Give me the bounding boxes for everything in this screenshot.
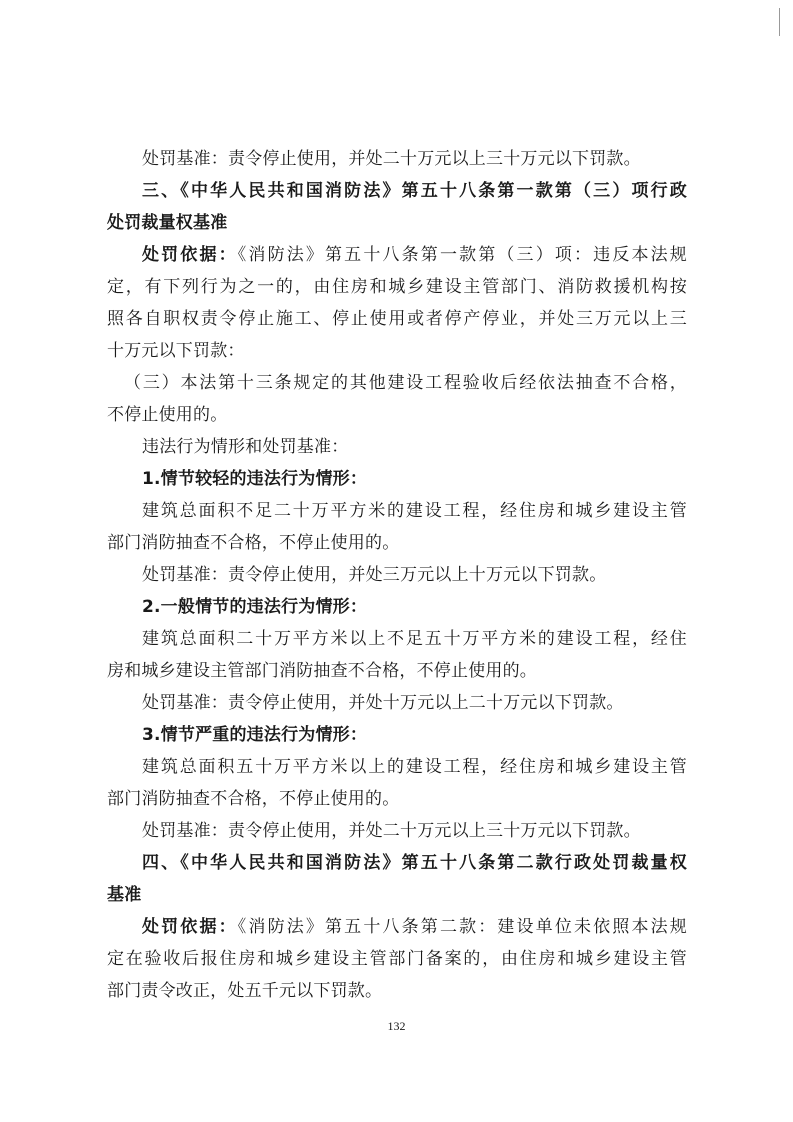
situation-1-line2: 部门消防抽查不合格，不停止使用的。 — [107, 533, 400, 553]
section-4-basis-line3: 部门责令改正，处五千元以下罚款。 — [107, 981, 383, 1001]
paragraph-penalty-prev: 处罚基准：责令停止使用，并处二十万元以上三十万元以下罚款。 — [142, 149, 641, 169]
section-4-heading-line2: 基准 — [107, 885, 142, 905]
basis-label: 处罚依据： — [142, 917, 238, 937]
situation-3-line1: 建筑总面积五十万平方米以上的建设工程，经住房和城乡建设主管 — [142, 757, 687, 777]
section-3-basis-line1 — [107, 239, 687, 271]
situation-2-penalty: 处罚基准：责令停止使用，并处十万元以上二十万元以下罚款。 — [142, 693, 624, 713]
item-3-line2: 不停止使用的。 — [107, 405, 228, 425]
situation-3-penalty: 处罚基准：责令停止使用，并处二十万元以上三十万元以下罚款。 — [142, 821, 641, 841]
situations-title: 违法行为情形和处罚基准： — [142, 437, 349, 457]
section-4-basis-line1 — [107, 911, 687, 943]
basis-text: 《消防法》第五十八条第一款第（三）项：违反本法规 — [237, 245, 687, 265]
situation-1-title: 1.情节较轻的违法行为情形： — [142, 469, 368, 489]
scan-edge-mark — [779, 8, 780, 36]
situation-1-line1: 建筑总面积不足二十万平方米的建设工程，经住房和城乡建设主管 — [142, 501, 687, 521]
item-3-line1: （三）本法第十三条规定的其他建设工程验收后经依法抽查不合格， — [124, 373, 687, 393]
situation-3-title: 3.情节严重的违法行为情形： — [142, 725, 368, 745]
situation-2-line1: 建筑总面积二十万平方米以上不足五十万平方米的建设工程，经住 — [142, 629, 687, 649]
basis-label: 处罚依据： — [142, 245, 238, 265]
section-4-basis-line2: 定在验收后报住房和城乡建设主管部门备案的，由住房和城乡建设主管 — [107, 949, 687, 969]
situation-3-line2: 部门消防抽查不合格，不停止使用的。 — [107, 789, 400, 809]
section-3-basis-line3: 照各自职权责令停止施工、停止使用或者停产停业，并处三万元以上三 — [107, 309, 687, 329]
section-3-basis-line4: 十万元以下罚款： — [107, 341, 245, 361]
section-3-heading-line2: 处罚裁量权基准 — [107, 213, 228, 233]
section-4-heading-line1: 四、《中华人民共和国消防法》第五十八条第二款行政处罚裁量权 — [142, 853, 687, 873]
section-3-basis-line2: 定，有下列行为之一的，由住房和城乡建设主管部门、消防救援机构按 — [107, 277, 687, 297]
situation-2-title: 2.一般情节的违法行为情形： — [142, 597, 368, 617]
situation-2-line2: 房和城乡建设主管部门消防抽查不合格，不停止使用的。 — [107, 661, 537, 681]
basis-text: 《消防法》第五十八条第二款：建设单位未依照本法规 — [237, 917, 687, 937]
page-number: 132 — [387, 1019, 406, 1033]
situation-1-penalty: 处罚基准：责令停止使用，并处三万元以上十万元以下罚款。 — [142, 565, 607, 585]
section-3-heading-line1: 三、《中华人民共和国消防法》第五十八条第一款第（三）项行政 — [142, 181, 687, 201]
